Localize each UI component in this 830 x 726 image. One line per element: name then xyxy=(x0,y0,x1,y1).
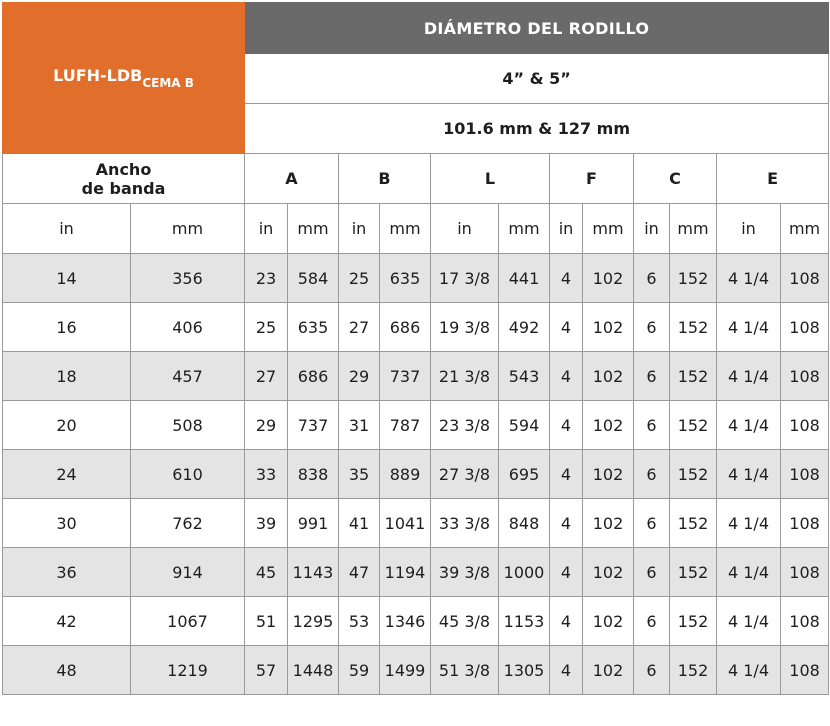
belt-width-line-1: Ancho xyxy=(95,159,152,179)
belt-width-line-2: de banda xyxy=(81,178,166,198)
diameter-mm: 101.6 mm & 127 mm xyxy=(245,104,829,154)
table-cell: 594 xyxy=(499,401,550,450)
table-cell: 42 xyxy=(3,597,131,646)
table-cell: 848 xyxy=(499,499,550,548)
table-cell: 108 xyxy=(781,548,829,597)
table-cell: 4 xyxy=(550,352,583,401)
table-cell: 108 xyxy=(781,303,829,352)
table-cell: 152 xyxy=(670,499,717,548)
table-row xyxy=(3,646,829,695)
unit-cell: in xyxy=(3,204,131,254)
table-cell: 6 xyxy=(634,548,670,597)
unit-cell: mm xyxy=(781,204,829,254)
table-cell: 102 xyxy=(583,401,634,450)
table-cell: 914 xyxy=(131,548,245,597)
table-cell: 53 xyxy=(339,597,380,646)
table-cell: 6 xyxy=(634,254,670,303)
belt-width-header xyxy=(3,154,245,204)
table-cell: 102 xyxy=(583,597,634,646)
table-cell: 16 xyxy=(3,303,131,352)
table-cell: 6 xyxy=(634,303,670,352)
table-cell: 1448 xyxy=(288,646,339,695)
table-cell: 102 xyxy=(583,303,634,352)
table-row xyxy=(3,548,829,597)
table-cell: 4 1/4 xyxy=(717,548,781,597)
table-cell: 762 xyxy=(131,499,245,548)
table-cell: 102 xyxy=(583,254,634,303)
table-cell: 1000 xyxy=(499,548,550,597)
model-name: LUFH-LDB xyxy=(53,66,143,85)
table-cell: 108 xyxy=(781,401,829,450)
table-cell: 1041 xyxy=(380,499,431,548)
table-cell: 6 xyxy=(634,597,670,646)
table-cell: 4 1/4 xyxy=(717,401,781,450)
unit-cell: in xyxy=(550,204,583,254)
table-cell: 31 xyxy=(339,401,380,450)
unit-cell: mm xyxy=(131,204,245,254)
table-cell: 33 3/8 xyxy=(431,499,499,548)
table-cell: 1067 xyxy=(131,597,245,646)
table-cell: 102 xyxy=(583,450,634,499)
table-cell: 4 1/4 xyxy=(717,597,781,646)
table-cell: 24 xyxy=(3,450,131,499)
table-cell: 17 3/8 xyxy=(431,254,499,303)
units-row xyxy=(3,204,829,254)
table-cell: 4 xyxy=(550,254,583,303)
table-cell: 737 xyxy=(288,401,339,450)
table-cell: 152 xyxy=(670,254,717,303)
unit-cell: mm xyxy=(288,204,339,254)
table-cell: 19 3/8 xyxy=(431,303,499,352)
table-cell: 45 xyxy=(245,548,288,597)
table-cell: 41 xyxy=(339,499,380,548)
table-cell: 152 xyxy=(670,450,717,499)
table-row xyxy=(3,450,829,499)
table-cell: 584 xyxy=(288,254,339,303)
table-cell: 27 xyxy=(245,352,288,401)
table-cell: 20 xyxy=(3,401,131,450)
table-cell: 152 xyxy=(670,548,717,597)
table-cell: 6 xyxy=(634,646,670,695)
table-cell: 6 xyxy=(634,401,670,450)
unit-cell: mm xyxy=(380,204,431,254)
table-cell: 152 xyxy=(670,597,717,646)
table-row xyxy=(3,499,829,548)
unit-cell: in xyxy=(634,204,670,254)
table-cell: 737 xyxy=(380,352,431,401)
unit-cell: in xyxy=(431,204,499,254)
table-cell: 39 3/8 xyxy=(431,548,499,597)
column-header-b: B xyxy=(339,154,431,204)
diameter-inches: 4” & 5” xyxy=(245,54,829,104)
table-cell: 543 xyxy=(499,352,550,401)
table-row xyxy=(3,254,829,303)
table-cell: 29 xyxy=(245,401,288,450)
table-cell: 492 xyxy=(499,303,550,352)
table-cell: 23 3/8 xyxy=(431,401,499,450)
table-cell: 45 3/8 xyxy=(431,597,499,646)
column-header-f: F xyxy=(550,154,634,204)
table-cell: 108 xyxy=(781,254,829,303)
model-subscript: CEMA B xyxy=(142,76,194,90)
table-cell: 4 xyxy=(550,303,583,352)
table-cell: 686 xyxy=(380,303,431,352)
unit-cell: in xyxy=(717,204,781,254)
column-header-l: L xyxy=(431,154,550,204)
unit-cell: in xyxy=(245,204,288,254)
table-cell: 610 xyxy=(131,450,245,499)
table-cell: 152 xyxy=(670,303,717,352)
table-cell: 1143 xyxy=(288,548,339,597)
table-cell: 6 xyxy=(634,499,670,548)
diameter-title: DIÁMETRO DEL RODILLO xyxy=(245,3,829,54)
table-cell: 51 xyxy=(245,597,288,646)
unit-cell: mm xyxy=(670,204,717,254)
table-cell: 4 1/4 xyxy=(717,499,781,548)
table-cell: 889 xyxy=(380,450,431,499)
table-cell: 1194 xyxy=(380,548,431,597)
table-cell: 51 3/8 xyxy=(431,646,499,695)
table-cell: 39 xyxy=(245,499,288,548)
table-cell: 108 xyxy=(781,646,829,695)
table-cell: 27 3/8 xyxy=(431,450,499,499)
table-cell: 635 xyxy=(380,254,431,303)
table-cell: 102 xyxy=(583,646,634,695)
table-cell: 102 xyxy=(583,499,634,548)
column-header-a: A xyxy=(245,154,339,204)
table-cell: 57 xyxy=(245,646,288,695)
table-cell: 4 xyxy=(550,450,583,499)
table-cell: 4 1/4 xyxy=(717,254,781,303)
table-cell: 6 xyxy=(634,352,670,401)
table-cell: 1219 xyxy=(131,646,245,695)
table-cell: 4 xyxy=(550,646,583,695)
table-cell: 838 xyxy=(288,450,339,499)
table-row xyxy=(3,401,829,450)
table-cell: 152 xyxy=(670,646,717,695)
table-cell: 29 xyxy=(339,352,380,401)
table-cell: 33 xyxy=(245,450,288,499)
table-cell: 4 1/4 xyxy=(717,303,781,352)
table-cell: 686 xyxy=(288,352,339,401)
table-cell: 108 xyxy=(781,499,829,548)
table-cell: 48 xyxy=(3,646,131,695)
table-row xyxy=(3,303,829,352)
table-cell: 441 xyxy=(499,254,550,303)
table-cell: 1153 xyxy=(499,597,550,646)
unit-cell: mm xyxy=(583,204,634,254)
table-cell: 635 xyxy=(288,303,339,352)
table-cell: 152 xyxy=(670,352,717,401)
table-cell: 21 3/8 xyxy=(431,352,499,401)
unit-cell: mm xyxy=(499,204,550,254)
table-cell: 102 xyxy=(583,548,634,597)
table-cell: 457 xyxy=(131,352,245,401)
table-cell: 1305 xyxy=(499,646,550,695)
unit-cell: in xyxy=(339,204,380,254)
table-cell: 1499 xyxy=(380,646,431,695)
table-cell: 23 xyxy=(245,254,288,303)
table-cell: 47 xyxy=(339,548,380,597)
column-header-e: E xyxy=(717,154,829,204)
table-cell: 25 xyxy=(245,303,288,352)
table-cell: 108 xyxy=(781,352,829,401)
table-cell: 508 xyxy=(131,401,245,450)
table-cell: 4 1/4 xyxy=(717,352,781,401)
table-cell: 25 xyxy=(339,254,380,303)
specs-table xyxy=(2,2,829,695)
table-cell: 108 xyxy=(781,597,829,646)
table-row xyxy=(3,352,829,401)
table-cell: 4 1/4 xyxy=(717,450,781,499)
table-cell: 991 xyxy=(288,499,339,548)
table-cell: 108 xyxy=(781,450,829,499)
table-cell: 695 xyxy=(499,450,550,499)
table-cell: 14 xyxy=(3,254,131,303)
table-cell: 4 xyxy=(550,597,583,646)
table-cell: 27 xyxy=(339,303,380,352)
table-cell: 1295 xyxy=(288,597,339,646)
table-cell: 102 xyxy=(583,352,634,401)
table-cell: 35 xyxy=(339,450,380,499)
table-cell: 30 xyxy=(3,499,131,548)
table-cell: 152 xyxy=(670,401,717,450)
table-cell: 59 xyxy=(339,646,380,695)
table-cell: 4 xyxy=(550,548,583,597)
table-cell: 18 xyxy=(3,352,131,401)
table-cell: 787 xyxy=(380,401,431,450)
table-cell: 36 xyxy=(3,548,131,597)
column-header-c: C xyxy=(634,154,717,204)
table-cell: 1346 xyxy=(380,597,431,646)
table-cell: 6 xyxy=(634,450,670,499)
model-name-cell xyxy=(3,3,245,154)
table-row xyxy=(3,597,829,646)
table-cell: 356 xyxy=(131,254,245,303)
table-cell: 4 xyxy=(550,499,583,548)
table-body xyxy=(3,3,829,695)
table-cell: 4 1/4 xyxy=(717,646,781,695)
table-cell: 4 xyxy=(550,401,583,450)
table-cell: 406 xyxy=(131,303,245,352)
